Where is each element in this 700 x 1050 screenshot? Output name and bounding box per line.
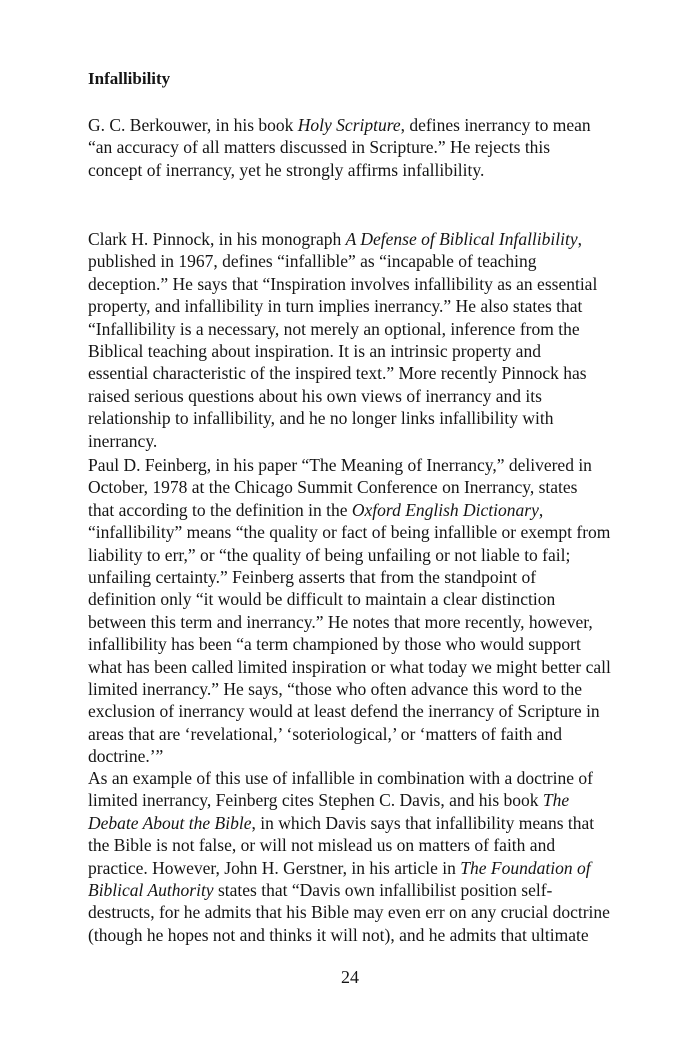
text-line: that according to the definition in the Oxford English Dictionary, [88, 499, 544, 520]
text-line: infallibility has been “a term championed by those who would support [88, 634, 581, 655]
text-line: concept of inerrancy, yet he strongly affirms infallibility. [88, 159, 485, 180]
text-line: “Infallibility is a necessary, not merely an optional, inference from the [88, 318, 580, 339]
text-line: liability to err,” or “the quality of being unfailing or not liable to fail; [88, 544, 571, 565]
text-line: Biblical teaching about inspiration. It is an intrinsic property and [88, 341, 541, 362]
text-line: Biblical Authority states that “Davis own infallibilist position self- [88, 880, 553, 901]
text-line: limited inerrancy.” He says, “those who often advance this word to the [88, 679, 583, 700]
text-line: inerrancy. [88, 430, 158, 451]
text-line: essential characteristic of the inspired text.” More recently Pinnock has [88, 363, 587, 384]
paragraph-davis-gerstner [88, 767, 648, 946]
text-line: doctrine.’” [88, 746, 164, 767]
paragraph-feinberg [88, 454, 648, 768]
text-line: Debate About the Bible, in which Davis says that infallibility means that [88, 812, 595, 833]
italic-title: The [542, 790, 570, 811]
text-line: raised serious questions about his own views of inerrancy and its [88, 385, 542, 406]
text-line: “an accuracy of all matters discussed in Scripture.” He rejects this [88, 137, 551, 158]
text-line: areas that are ‘revelational,’ ‘soteriological,’ or ‘matters of faith and [88, 723, 563, 744]
page-number: 24 [341, 967, 359, 987]
text-line: limited inerrancy, Feinberg cites Stephen C. Davis, and his book The [88, 790, 570, 811]
italic-title: Biblical Authority [88, 880, 214, 901]
section-heading: Infallibility [88, 69, 171, 88]
text-line: published in 1967, defines “infallible” as “incapable of teaching [88, 251, 537, 272]
text-line: between this term and inerrancy.” He notes that more recently, however, [88, 611, 593, 632]
text-line: Clark H. Pinnock, in his monograph A Defense of Biblical Infallibility, [88, 229, 582, 249]
text-line: October, 1978 at the Chicago Summit Conference on Inerrancy, states [88, 477, 578, 498]
italic-title: A Defense of Biblical Infallibility [345, 229, 578, 249]
text-line: G. C. Berkouwer, in his book Holy Scripture, defines inerrancy to mean [88, 115, 591, 135]
italic-title: Holy Scripture [297, 115, 401, 135]
text-line: destructs, for he admits that his Bible may even err on any crucial doctrine [88, 902, 610, 923]
text-line: exclusion of inerrancy would at least defend the inerrancy of Scripture in [88, 701, 600, 722]
text-line: As an example of this use of infallible in combination with a doctrine of [88, 768, 593, 788]
text-line: “infallibility” means “the quality or fact of being infallible or exempt from [88, 522, 611, 543]
italic-title: The Foundation of [460, 857, 591, 878]
text-line: practice. However, John H. Gerstner, in his article in The Foundation of [88, 857, 591, 878]
text-line: relationship to infallibility, and he no longer links infallibility with [88, 408, 554, 429]
italic-title: Oxford English Dictionary [351, 499, 539, 520]
text-line: the Bible is not false, or will not mislead us on matters of faith and [88, 835, 556, 856]
text-line: Paul D. Feinberg, in his paper “The Meaning of Inerrancy,” delivered in [88, 455, 592, 475]
text-line: deception.” He says that “Inspiration involves infallibility as an essential [88, 273, 598, 294]
text-line: (though he hopes not and thinks it will not), and he admits that ultimate [88, 924, 589, 945]
text-line: unfailing certainty.” Feinberg asserts that from the standpoint of [88, 567, 537, 588]
text-line: definition only “it would be difficult to maintain a clear distinction [88, 589, 556, 610]
text-line: property, and infallibility in turn implies inerrancy.” He also states that [88, 296, 583, 317]
paragraph-pinnock [88, 228, 648, 452]
text-line: what has been called limited inspiration or what today we might better call [88, 656, 611, 677]
paragraph-berkouwer [88, 114, 648, 181]
italic-title: Debate About the Bible [88, 812, 252, 833]
